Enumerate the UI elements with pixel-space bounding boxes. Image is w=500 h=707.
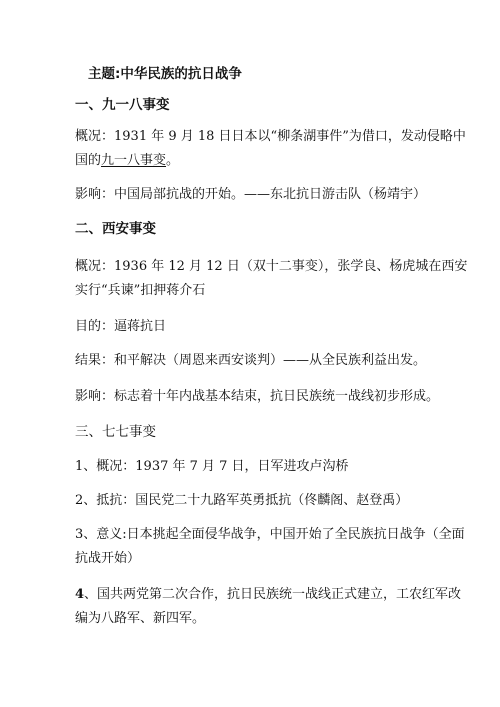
section1-overview-line1: 概况：1931 年 9 月 18 日日本以“柳条湖事件”为借口，发动侵略中	[75, 129, 466, 144]
section2-result: 结果：和平解决（周恩来西安谈判）——从全民族利益出发。	[75, 353, 427, 368]
section1-overview-suffix: 。	[166, 153, 180, 168]
item4-number: 4	[75, 587, 85, 602]
section3-item3-line1: 3、意义:日本挑起全面侵华战争，中国开始了全民族抗日战争（全面	[75, 527, 465, 542]
section1-overview-prefix: 国的	[75, 153, 102, 168]
section2-overview-line1: 概况：1936 年 12 月 12 日（双十二事变），张学良、杨虎城在西安	[75, 259, 468, 274]
section3-item3-line2: 抗战开始）	[75, 551, 141, 566]
section3-item4-line1	[75, 586, 462, 603]
section1-overview-line2	[75, 152, 455, 169]
jiuyiba-link[interactable]: 九一八事变	[101, 153, 167, 168]
section2-purpose: 目的：逼蒋抗日	[75, 319, 167, 334]
section3-item2: 2、抵抗：国民党二十九路军英勇抵抗（佟麟阁、赵登禹）	[75, 493, 409, 508]
section2-impact: 影响：标志着十年内战基本结束，抗日民族统一战线初步形成。	[75, 389, 440, 404]
document-title: 主题:中华民族的抗日战争	[88, 66, 242, 82]
section3-item4-line2: 编为八路军、新四军。	[75, 611, 206, 626]
section-heading-1: 一、九一八事变	[75, 97, 170, 113]
section-heading-3: 三、七七事变	[75, 424, 156, 440]
section2-overview-line2: 实行“兵谏”扣押蒋介石	[75, 283, 206, 298]
section-heading-2: 二、西安事变	[75, 221, 156, 237]
section1-impact: 影响：中国局部抗战的开始。——东北抗日游击队（杨靖宇）	[75, 187, 427, 202]
item4-text: 、国共两党第二次合作，抗日民族统一战线正式建立，工农红军改	[84, 587, 462, 602]
section3-item1: 1、概况：1937 年 7 月 7 日，日军进攻卢沟桥	[75, 459, 349, 474]
